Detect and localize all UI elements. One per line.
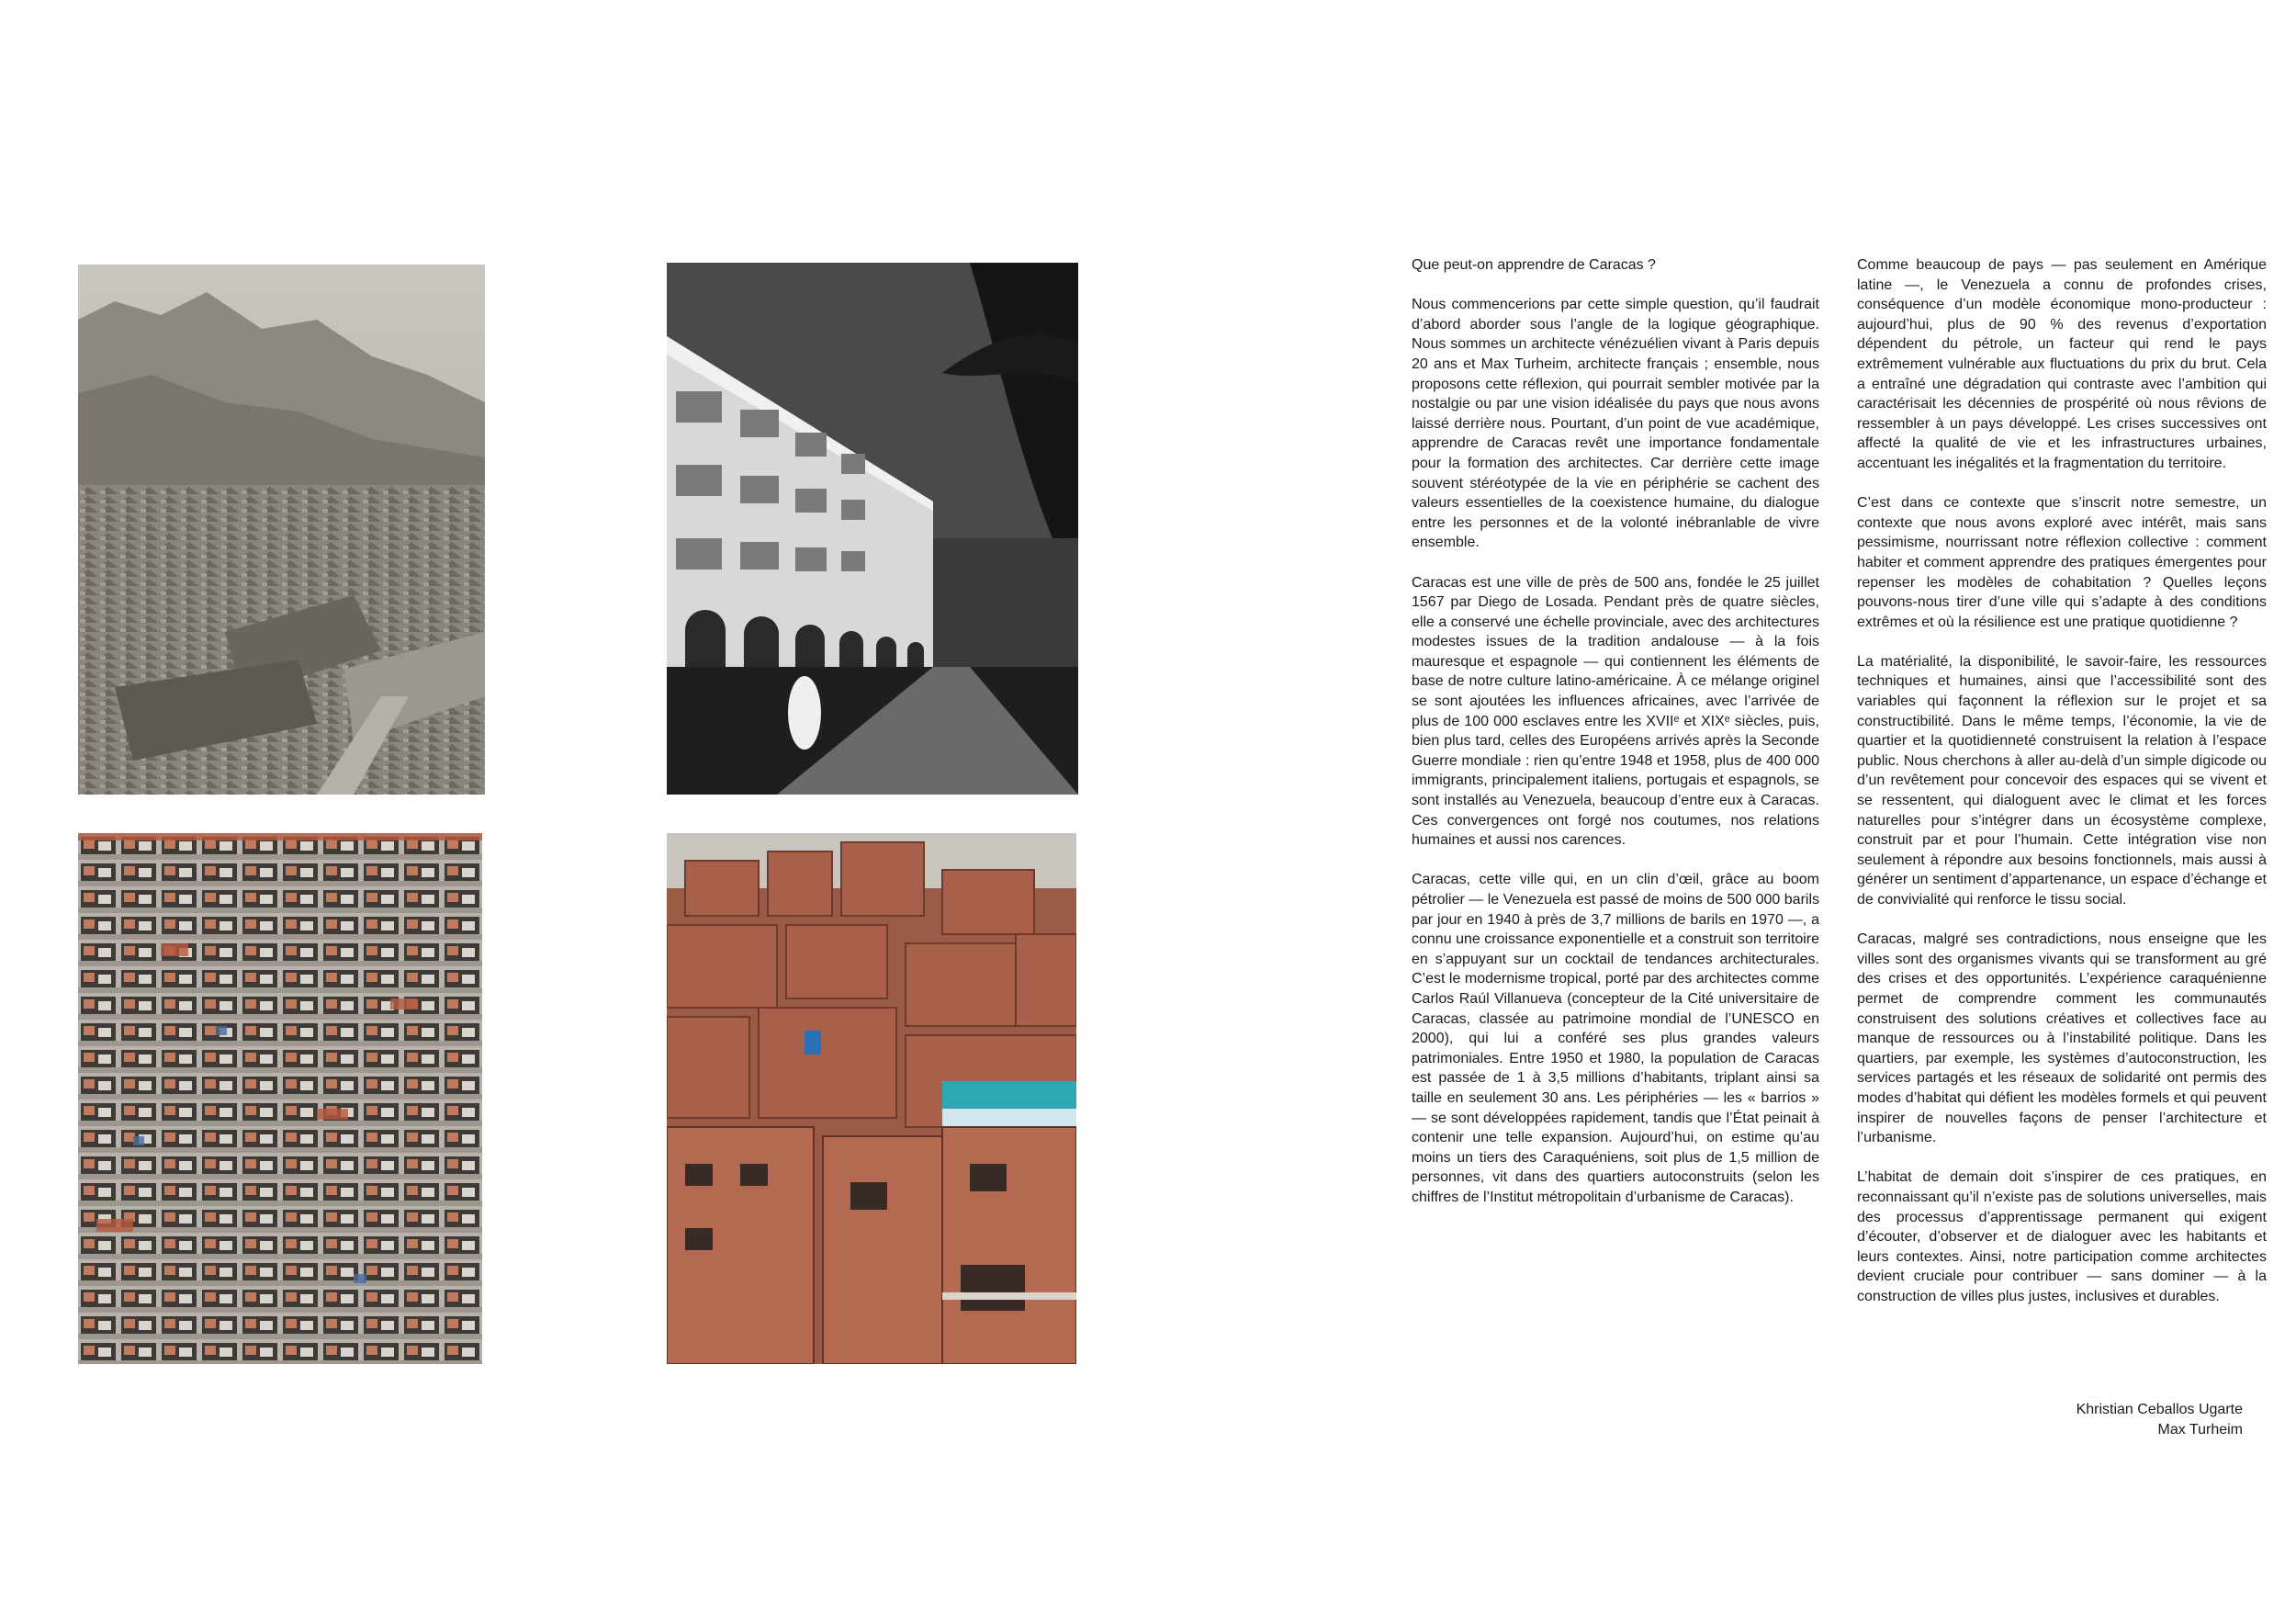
- photo-historic-caracas-valley: [78, 265, 485, 795]
- text-column-left: [1412, 255, 1819, 1227]
- photo-hillside-barrio: [667, 833, 1076, 1364]
- paragraph: Nous commencerions par cette simple question, qu’il faudrait d’abord aborder sous l’angle de la logique géographique. Nous sommes un architecte vénézuélien vivant à Paris depuis 20 ans et Max Turheim, architecte français ; ensemble, nous proposons cette réflexion, qui pourrait sembler motivée par la nostalgie ou par une vision idéalisée du pays que nous avons laissé derrière nous. Pourtant, d’un point de vue académique, apprendre de Caracas revêt une importance fondamentale pour la formation des architectes. Car derrière cette image souvent stéréotypée de la vie en périphérie se cachent des valeurs essentielles de la coexistence humaine, du dialogue entre les personnes et de la volonté inébranlable de vivre ensemble.: [1412, 297, 1819, 551]
- photo-modernist-arcade-building: [667, 263, 1078, 795]
- paragraph: Caracas est une ville de près de 500 ans, fondée le 25 juillet 1567 par Diego de Losada. Pendant près de quatre siècles, elle a conservé une échelle provinciale, avec des architectures modestes issues de la tradition andalouse — à la fois mauresque et espagnole — qui contiennent les éléments de base de notre culture latino-américaine. À ce mélange originel se sont ajoutées les influences africaines, avec l’arrivée de plus de 100 000 esclaves entre les XVIIᵉ et XIXᵉ siècles, puis, bien plus tard, celles des Européens arrivés après la Seconde Guerre mondiale : rien qu’entre 1948 et 1958, plus de 400 000 immigrants, principalement italiens, portugais et espagnols, se sont installés au Venezuela, beaucoup d’entre eux à Caracas. Ces convergences ont forgé nos coutumes, nos relations humaines et aussi nos carences.: [1412, 574, 1819, 849]
- paragraph: Comme beaucoup de pays — pas seulement en Amérique latine —, le Venezuela a connu de profondes crises, conséquence d’un modèle économique mono-producteur : aujourd’hui, plus de 90 % des revenus d’exportation dépendent du pétrole, un facteur qui rend le pays extrêmement vulnérable aux fluctuations du prix du brut. Cela a entraîné une dégradation qui contraste avec l’ambition qui caractérisait les décennies de prospérité où nous rêvions de ressembler à un pays développé. Les crises successives ont affecté la qualité de vie et les infrastructures urbaines, accentuant les inégalités et la fragmentation du territoire.: [1857, 257, 2267, 471]
- intro-question: Que peut-on apprendre de Caracas ?: [1412, 257, 1656, 273]
- author-name: Khristian Ceballos Ugarte: [2076, 1402, 2243, 1417]
- author-signature: [2077, 1400, 2243, 1439]
- paragraph: La matérialité, la disponibilité, le savoir-faire, les ressources techniques et humaines, ainsi que l’accessibilité sont des variables qui façonnent la réflexion sur le projet et sa constructibilité. Dans le même temps, l’économie, la vie de quartier et la quotidienneté construisent la relation à l’espace public. Nous cherchons à aller au-delà d’un simple digicode ou d’un revêtement pour concevoir des espaces qui se vivent et se ressentent, qui dialoguent avec le climat et les forces naturelles pour s’intégrer dans un écosystème complexe, construit par et pour l’humain. Cette intégration vise non seulement à répondre aux besoins fonctionnels, mais aussi à générer un sentiment d’appartenance, un espace d’échange et de convivialité qui renforce le tissu social.: [1857, 653, 2267, 908]
- photo-apartment-block-facade: [78, 833, 482, 1364]
- paragraph: Caracas, cette ville qui, en un clin d’œil, grâce au boom pétrolier — le Venezuela est passé de moins de 500 000 barils par jour en 1940 à près de 3,7 millions de barils en 1970 —, a connu une croissance exponentielle et a construit son territoire en s’appuyant sur un cocktail de tendances architecturales. C’est le modernisme tropical, porté par des architectes comme Carlos Raúl Villanueva (concepteur de la Cité universitaire de Caracas, classée au patrimoine mondial de l’UNESCO en 2000), qui lui a conféré ses plus grandes valeurs patrimoniales. Entre 1950 et 1980, la population de Caracas est passée de 1 à 3,5 millions d’habitants, triplant ainsi sa taille en seulement 30 ans. Les périphéries — les « barrios » — se sont développées rapidement, tandis que l’État peinait à contenir une telle expansion. Aujourd’hui, on estime qu’au moins un tiers des Caraquéniens, soit plus de 1,5 million de personnes, vit dans des quartiers autoconstruits (selon les chiffres de l’Institut métropolitain d’urbanisme de Caracas).: [1412, 872, 1819, 1205]
- author-name: Max Turheim: [2157, 1421, 2243, 1438]
- paragraph: Caracas, malgré ses contradictions, nous enseigne que les villes sont des organismes vivants qui se transforment au gré des crises et des opportunités. L’expérience caraquénienne permet de comprendre comment les communautés construisent des solutions créatives et collectives face au manque de ressources ou à l’instabilité politique. Dans les quartiers, par exemple, les systèmes d’autoconstruction, les services partagés et les réseaux de solidarité ont permis des modes d’habitat qui défient les modèles formels et qui peuvent inspirer de nouvelles façons de penser l’architecture et l’urbanisme.: [1857, 931, 2267, 1146]
- text-column-right: [1857, 255, 2267, 1326]
- paragraph: C’est dans ce contexte que s’inscrit notre semestre, un contexte que nous avons exploré avec intérêt, mais sans pessimisme, nourrissant notre réflexion collective : comment habiter et comment apprendre des pratiques émergentes pour repenser les modèles de cohabitation ? Quelles leçons pouvons-nous tirer d’une ville qui s’adapte à des conditions extrêmes et où la résilience est une pratique quotidienne ?: [1857, 495, 2267, 630]
- paragraph: L’habitat de demain doit s’inspirer de ces pratiques, en reconnaissant qu’il n’existe pas de solutions universelles, mais des processus d’apprentissage permanent qui exigent d’écouter, d’observer et de dialoguer avec les habitants et leurs contextes. Ainsi, notre participation comme architectes devient cruciale pour contribuer — sans dominer — à la construction de villes plus justes, inclusives et durables.: [1857, 1169, 2267, 1304]
